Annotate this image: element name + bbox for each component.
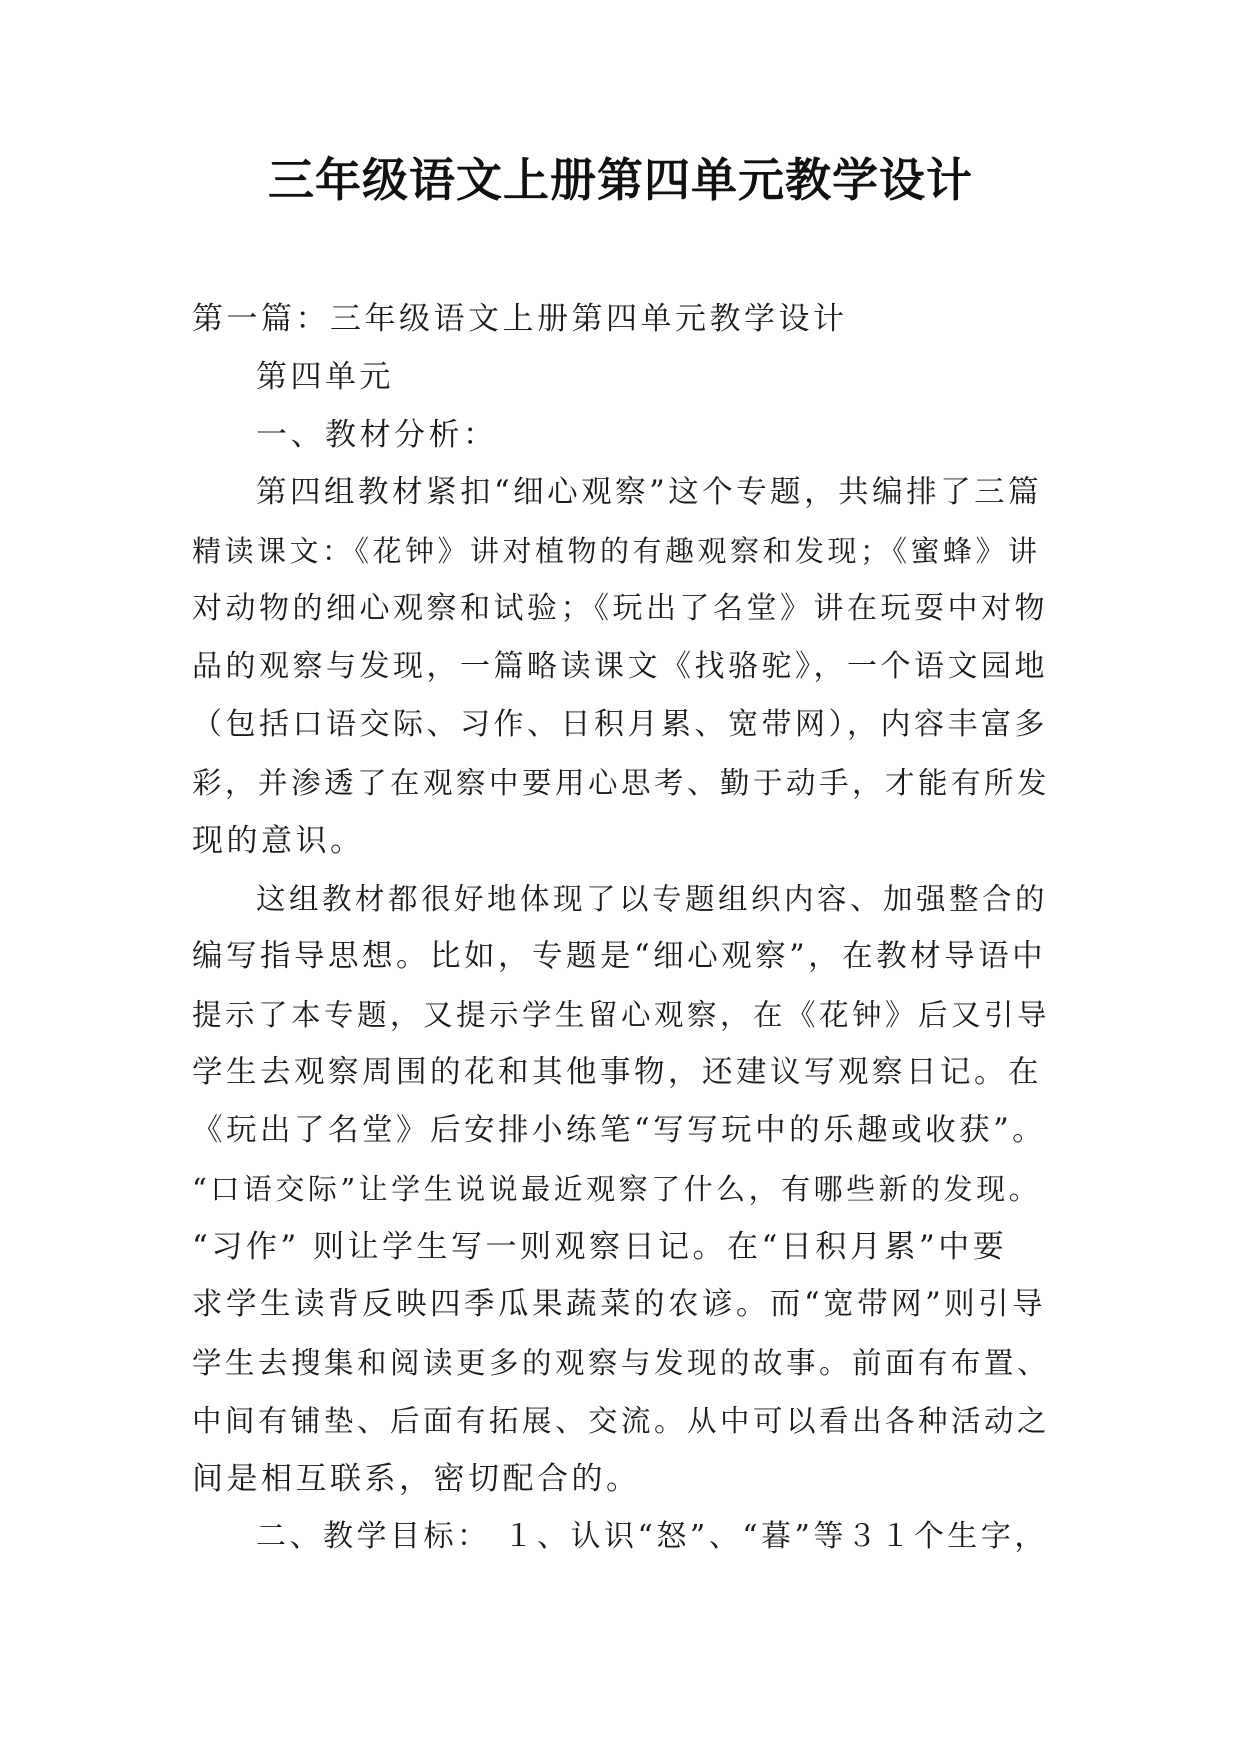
text-line: 二、教学目标： １、认识“怒”、“暮”等３１个生字， <box>256 1519 1048 1554</box>
text-line: 第四单元 <box>256 359 394 395</box>
text-line: 这组教材都很好地体现了以专题组织内容、加强整合的 <box>256 882 1049 916</box>
document-title: 三年级语文上册第四单元教学设计 <box>268 153 973 207</box>
text-line: 学生去搜集和阅读更多的观察与发现的故事。前面有布置、 <box>192 1346 1051 1380</box>
text-line: 第一篇：三年级语文上册第四单元教学设计 <box>192 301 848 337</box>
text-line: 间是相互联系，密切配合的。 <box>192 1461 641 1497</box>
text-line: 中间有铺垫、后面有拓展、交流。从中可以看出各种活动之 <box>192 1404 1051 1438</box>
text-line: 现的意识。 <box>192 823 365 859</box>
text-line: （包括口语交际、习作、日积月累、宽带网），内容丰富多 <box>192 707 1048 742</box>
text-line: 编写指导思想。比如，专题是“细心观察”，在教材导语中 <box>192 939 1047 974</box>
document-body <box>192 290 1052 1566</box>
text-line: 对动物的细心观察和试验；《玩出了名堂》讲在玩耍中对物 <box>192 591 1048 626</box>
text-line: 学生去观察周围的花和其他事物，还建议写观察日记。在 <box>192 1055 1042 1090</box>
text-line: 提示了本专题，又提示学生留心观察，在《花钟》后又引导 <box>192 998 1051 1032</box>
text-line: 一、教材分析： <box>256 417 498 453</box>
text-line: 品的观察与发现，一篇略读课文《找骆驼》，一个语文园地 <box>192 649 1048 684</box>
text-line: “口语交际”让学生说说最近观察了什么，有哪些新的发现。 <box>192 1172 1042 1206</box>
text-line: 精读课文：《花钟》讲对植物的有趣观察和发现；《蜜蜂》讲 <box>192 534 1041 568</box>
text-line: 第四组教材紧扣“细心观察”这个专题，共编排了三篇 <box>256 475 1043 510</box>
text-line: 《玩出了名堂》后安排小练笔“写写玩中的乐趣或收获”。 <box>192 1113 1047 1148</box>
text-line: 彩，并渗透了在观察中要用心思考、勤于动手，才能有所发 <box>192 766 1051 800</box>
text-line: “习作” 则让学生写一则观察日记。在“日积月累”中要 <box>192 1229 1008 1265</box>
text-line: 求学生读背反映四季瓜果蔬菜的农谚。而“宽带网”则引导 <box>192 1287 1047 1322</box>
